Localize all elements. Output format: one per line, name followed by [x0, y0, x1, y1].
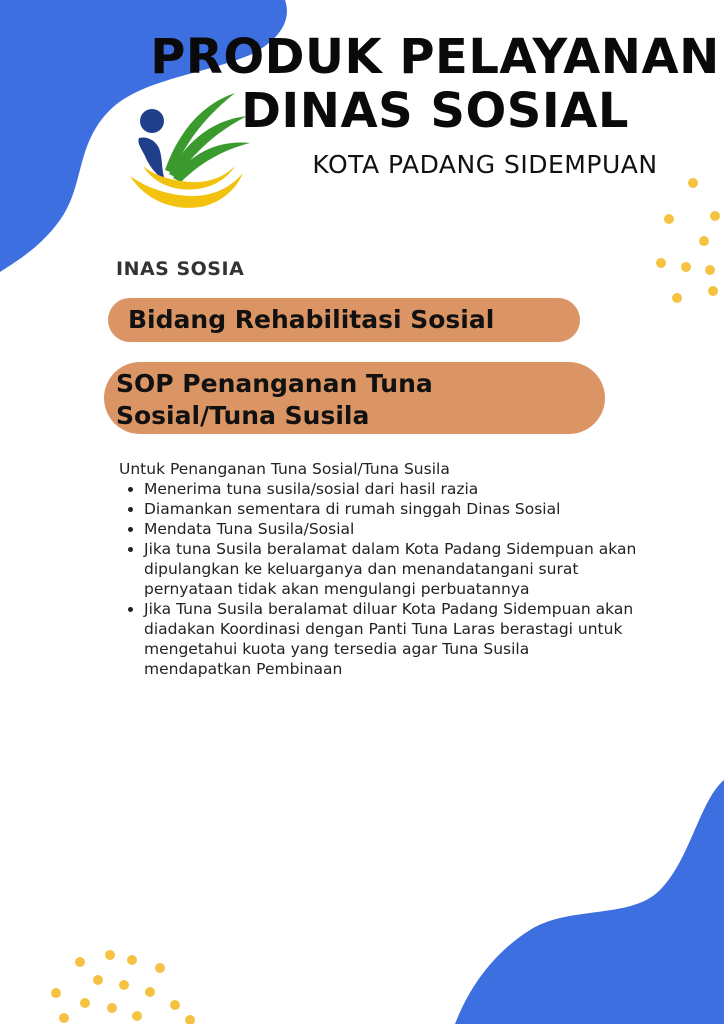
field-banner: Bidang Rehabilitasi Sosial	[108, 298, 580, 342]
sop-title-line-2: Sosial/Tuna Susila	[116, 401, 370, 430]
title-line-2: DINAS SOSIAL	[241, 83, 629, 139]
list-item: • Mendata Tuna Susila/Sosial	[144, 519, 639, 539]
list-item: • Diamankan sementara di rumah singgah Dinas Sosial	[144, 499, 639, 519]
sop-intro: Untuk Penanganan Tuna Sosial/Tuna Susila	[119, 460, 450, 478]
page-subtitle: KOTA PADANG SIDEMPUAN	[312, 150, 658, 179]
sop-steps-list	[119, 479, 639, 679]
sop-banner	[104, 362, 605, 434]
list-item: • Jika tuna Susila beralamat dalam Kota Padang Sidempuan akan dipulangkan ke keluarganya dan menandatangani surat pernyataan tidak akan mengulangi perbuatannya	[144, 539, 639, 599]
list-item: • Jika Tuna Susila beralamat diluar Kota Padang Sidempuan akan diadakan Koordinasi dengan Panti Tuna Laras berastagi untuk mengetahui kuota yang tersedia agar Tuna Susila mendapatkan Pembinaan	[144, 599, 639, 679]
logo-caption: INAS SOSIA	[116, 258, 245, 280]
dinas-sosial-logo-icon	[125, 88, 255, 223]
title-line-1: PRODUK PELAYANAN	[150, 29, 720, 85]
sop-title-line-1: SOP Penanganan Tuna	[116, 369, 433, 398]
sop-content	[119, 459, 639, 679]
list-item: • Menerima tuna susila/sosial dari hasil razia	[144, 479, 639, 499]
